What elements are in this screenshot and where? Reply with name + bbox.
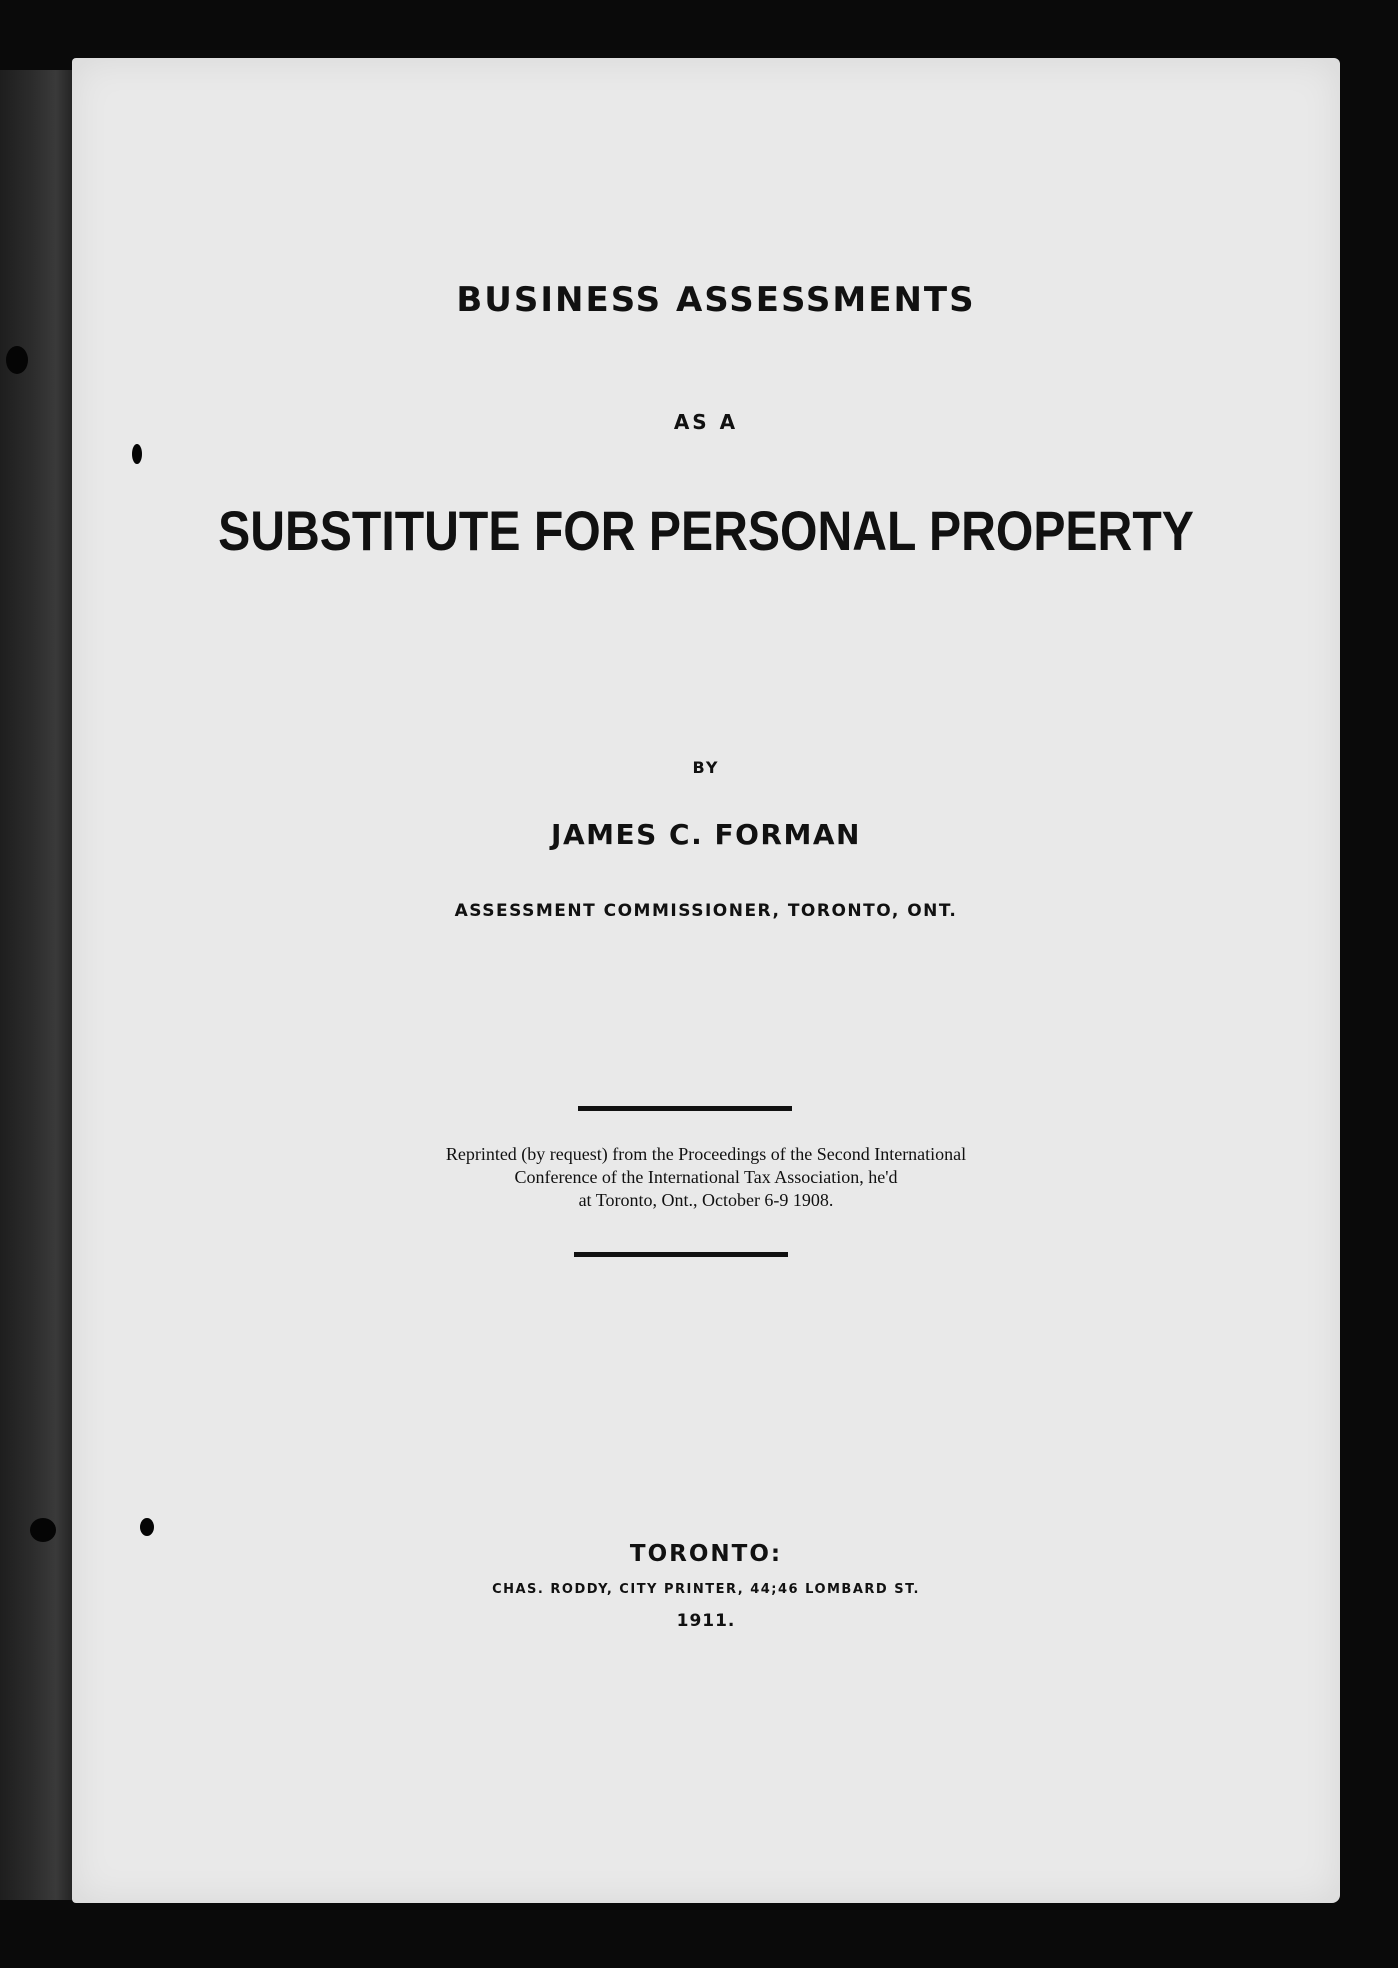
title-connector: AS A (673, 410, 739, 434)
book-binding (0, 70, 80, 1900)
reprint-line: Reprinted (by request) from the Proceedings of the Second International (445, 1144, 967, 1164)
reprint-line: Conference of the International Tax Association, he'd (514, 1167, 898, 1187)
byline-label: BY (692, 758, 720, 777)
punch-mark (140, 1518, 154, 1536)
document-title: BUSINESS ASSESSMENTS (456, 280, 976, 320)
divider-rule (578, 1106, 792, 1111)
document-subtitle: SUBSTITUTE FOR PERSONAL PROPERTY (218, 499, 1194, 562)
author-role: ASSESSMENT COMMISSIONER, TORONTO, ONT. (454, 901, 958, 921)
reprint-line: at Toronto, Ont., October 6-9 1908. (578, 1190, 834, 1210)
imprint-printer: CHAS. RODDY, CITY PRINTER, 44;46 LOMBARD ST. (492, 1582, 920, 1597)
binding-hole (30, 1518, 56, 1542)
title-page (72, 58, 1340, 1903)
binding-hole (6, 346, 28, 374)
imprint-year: 1911. (676, 1611, 736, 1631)
imprint-city: TORONTO: (629, 1541, 783, 1567)
divider-rule (574, 1252, 788, 1257)
punch-mark (132, 444, 142, 464)
reprint-note (72, 1143, 1340, 1212)
author-name: JAMES C. FORMAN (551, 818, 861, 851)
